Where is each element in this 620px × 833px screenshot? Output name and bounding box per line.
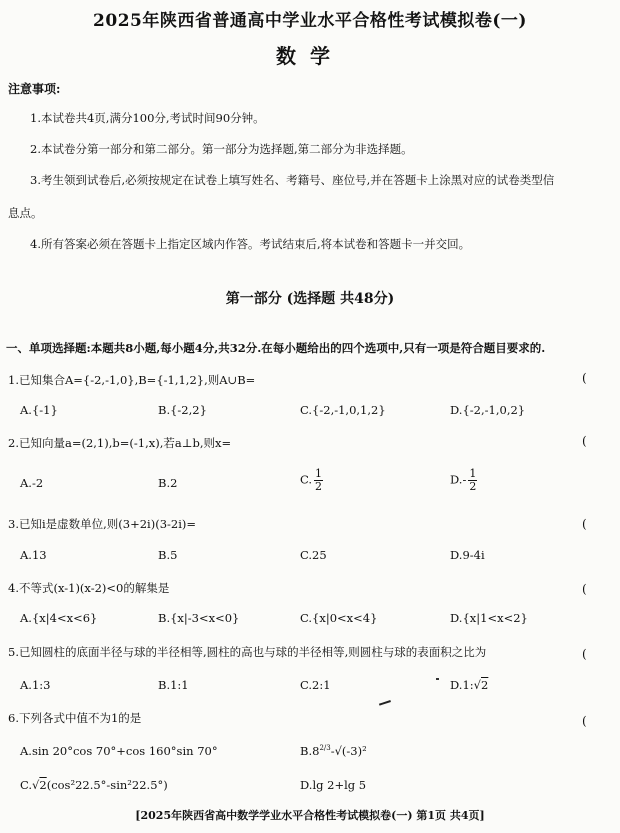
note-item: 息点。: [8, 206, 43, 220]
option-a: A.sin 20°cos 70°+cos 160°sin 70°: [20, 744, 218, 758]
option-b: B.{x|-3<x<0}: [158, 611, 240, 625]
option-a: A.-2: [20, 476, 44, 490]
question-stem: 6.下列各式中值不为1的是: [8, 711, 142, 725]
option-d: D.{x|1<x<2}: [450, 611, 528, 625]
note-item: 3.考生领到试卷后,必须按规定在试卷上填写姓名、考籍号、座位号,并在答题卡上涂黑对应的试卷类型信: [30, 173, 555, 187]
notes-heading: 注意事项:: [8, 82, 61, 96]
fraction: $\frac{1}{2}$: [469, 467, 477, 493]
option-a: A.{x|4<x<6}: [20, 611, 98, 625]
option-c: C.25: [300, 548, 327, 562]
answer-paren: (: [582, 714, 587, 728]
fraction: $\frac{1}{2}$: [315, 467, 323, 493]
question-stem: 1.已知集合A={-2,-1,0},B={-1,1,2},则A∪B=: [8, 373, 256, 387]
answer-paren: (: [582, 371, 587, 385]
subject-title: 数学: [276, 44, 344, 68]
exam-title: 2025年陕西省普通高中学业水平合格性考试模拟卷(一): [93, 11, 527, 31]
option-d: D.{-2,-1,0,2}: [450, 403, 526, 417]
option-c: C.√2(cos²22.5°-sin²22.5°): [20, 778, 168, 792]
option-c: C. $\frac{1}{2}$: [300, 467, 323, 493]
option-b: B.{-2,2}: [158, 403, 207, 417]
option-b: $B.8^{2/3}-√(-3)^2$: [300, 744, 367, 758]
option-d: D.9-4i: [450, 548, 485, 562]
pen-dot: [436, 678, 439, 680]
answer-paren: (: [582, 647, 587, 661]
answer-paren: (: [582, 517, 587, 531]
note-item: 1.本试卷共4页,满分100分,考试时间90分钟。: [30, 111, 265, 125]
option-c: C.2:1: [300, 678, 331, 692]
option-c: C.{-2,-1,0,1,2}: [300, 403, 386, 417]
option-d: D.lg 2+lg 5: [300, 778, 367, 792]
option-a: A.13: [20, 548, 47, 562]
answer-paren: (: [582, 434, 587, 448]
question-stem: 5.已知圆柱的底面半径与球的半径相等,圆柱的高也与球的半径相等,则圆柱与球的表面积之比为: [8, 645, 487, 659]
option-a: A.{-1}: [20, 403, 58, 417]
part-title: 第一部分 (选择题 共48分): [225, 291, 395, 307]
section-instructions: 一、单项选择题:本题共8小题,每小题4分,共32分.在每小题给出的四个选项中,只有一项是符合题目要求的.: [6, 341, 546, 355]
page-footer: [2025年陕西省高中数学学业水平合格性考试模拟卷(一) 第1页 共4页]: [135, 809, 485, 822]
option-c: C.{x|0<x<4}: [300, 611, 378, 625]
option-b: B.5: [158, 548, 178, 562]
pen-mark: [377, 694, 391, 705]
question-stem: 4.不等式(x-1)(x-2)<0的解集是: [8, 581, 170, 595]
option-b: B.1:1: [158, 678, 189, 692]
question-stem: 3.已知i是虚数单位,则(3+2i)(3-2i)=: [8, 517, 197, 531]
option-a: A.1:3: [20, 678, 51, 692]
option-d: D.- $\frac{1}{2}$: [450, 467, 477, 493]
option-b: B.2: [158, 476, 178, 490]
answer-paren: (: [582, 582, 587, 596]
note-item: 2.本试卷分第一部分和第二部分。第一部分为选择题,第二部分为非选择题。: [30, 142, 413, 156]
note-item: 4.所有答案必须在答题卡上指定区域内作答。考试结束后,将本试卷和答题卡一并交回。: [30, 237, 471, 251]
option-d: D.1:√2: [450, 678, 489, 692]
question-stem: 2.已知向量a=(2,1),b=(-1,x),若a⊥b,则x=: [8, 436, 232, 450]
